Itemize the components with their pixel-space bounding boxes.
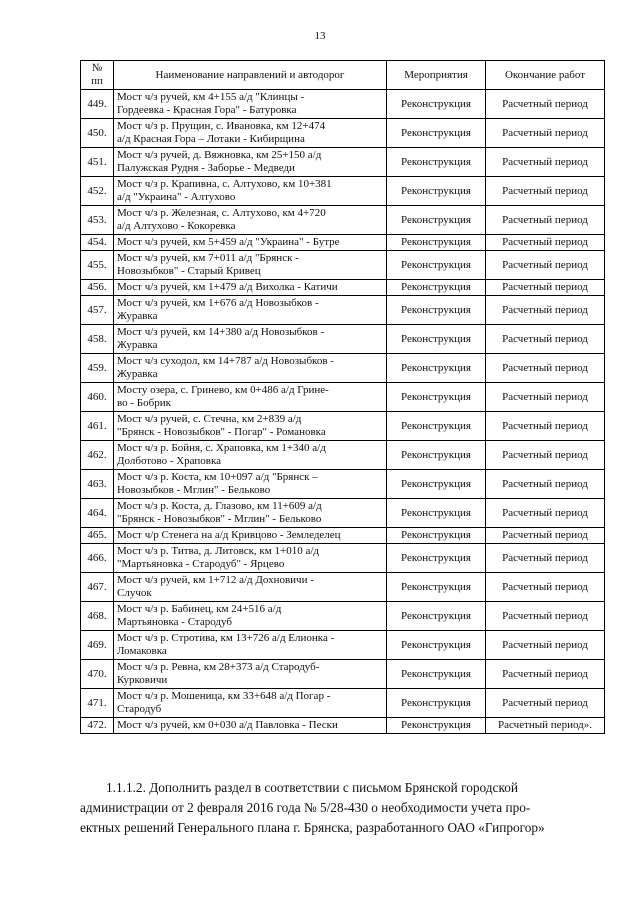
row-number: 458.	[81, 325, 114, 354]
row-name-line: "Мартьяновка - Стародуб" - Ярцево	[117, 558, 285, 570]
row-number: 449.	[81, 90, 114, 119]
row-name-line: Мост ч/з ручей, км 1+676 а/д Новозыбков -	[117, 297, 319, 309]
row-name-line: Мост ч/з р. Бойня, с. Храповка, км 1+340 а/д	[117, 442, 326, 454]
row-name	[114, 499, 387, 528]
row-activity: Реконструкция	[387, 280, 486, 296]
row-end: Расчетный период	[486, 470, 605, 499]
row-name	[114, 689, 387, 718]
row-activity: Реконструкция	[387, 470, 486, 499]
row-name-line: Мост ч/з ручей, км 0+030 а/д Павловка - Пески	[117, 719, 338, 731]
row-name-line: а/д "Украина" - Алтухово	[117, 191, 236, 203]
row-name	[114, 660, 387, 689]
table-row	[81, 689, 605, 718]
row-end: Расчетный период	[486, 441, 605, 470]
row-name	[114, 528, 387, 544]
row-end: Расчетный период	[486, 177, 605, 206]
row-name	[114, 280, 387, 296]
row-end: Расчетный период	[486, 251, 605, 280]
row-name	[114, 325, 387, 354]
row-end: Расчетный период	[486, 573, 605, 602]
row-name	[114, 251, 387, 280]
row-name	[114, 412, 387, 441]
row-end: Расчетный период	[486, 383, 605, 412]
row-number: 467.	[81, 573, 114, 602]
row-activity: Реконструкция	[387, 251, 486, 280]
row-end: Расчетный период	[486, 148, 605, 177]
table-row	[81, 148, 605, 177]
row-number: 470.	[81, 660, 114, 689]
row-activity: Реконструкция	[387, 235, 486, 251]
table-header-row	[81, 61, 605, 90]
row-end: Расчетный период	[486, 90, 605, 119]
table-row	[81, 296, 605, 325]
row-name-line: Журавка	[117, 368, 158, 380]
table-row	[81, 573, 605, 602]
row-name-line: Новозыбков - Мглин" - Бельково	[117, 484, 271, 496]
page-number: 13	[314, 30, 326, 42]
row-activity: Реконструкция	[387, 602, 486, 631]
row-name-line: Мост ч/з суходол, км 14+787 а/д Новозыбков -	[117, 355, 334, 367]
row-number: 466.	[81, 544, 114, 573]
row-number: 460.	[81, 383, 114, 412]
row-name-line: во - Бобрик	[117, 397, 171, 409]
row-name	[114, 441, 387, 470]
row-activity: Реконструкция	[387, 499, 486, 528]
row-activity: Реконструкция	[387, 631, 486, 660]
row-name-line: Палужская Рудня - Заборье - Медведи	[117, 162, 295, 174]
row-number: 469.	[81, 631, 114, 660]
row-name-line: Мост ч/з р. Мошеница, км 33+648 а/д Погар -	[117, 690, 331, 702]
row-name-line: а/д Красная Гора – Лотаки - Кибирщина	[117, 133, 305, 145]
table-row	[81, 177, 605, 206]
row-name-line: Мост ч/з ручей, с. Стечна, км 2+839 а/д	[117, 413, 302, 425]
row-name	[114, 206, 387, 235]
row-name-line: Мост ч/з р. Коста, км 10+097 а/д "Брянск –	[117, 471, 318, 483]
row-number: 462.	[81, 441, 114, 470]
header-end: Окончание работ	[486, 61, 605, 90]
row-activity: Реконструкция	[387, 383, 486, 412]
table-row	[81, 412, 605, 441]
row-end: Расчетный период	[486, 235, 605, 251]
row-activity: Реконструкция	[387, 441, 486, 470]
row-name	[114, 354, 387, 383]
row-name-line: "Брянск - Новозыбков" - Мглин" - Бельково	[117, 513, 322, 525]
row-name-line: Мост ч/з р. Крапивна, с. Алтухово, км 10+381	[117, 178, 332, 190]
row-end: Расчетный период	[486, 528, 605, 544]
row-activity: Реконструкция	[387, 544, 486, 573]
header-number-abbr: пп	[91, 75, 103, 87]
row-name	[114, 573, 387, 602]
table-body	[81, 90, 605, 734]
row-name	[114, 177, 387, 206]
row-number: 450.	[81, 119, 114, 148]
row-activity: Реконструкция	[387, 528, 486, 544]
header-name: Наименование направлений и автодорог	[114, 61, 387, 90]
table-row	[81, 718, 605, 734]
body-paragraph	[80, 778, 606, 838]
table-row	[81, 544, 605, 573]
table-row	[81, 235, 605, 251]
row-name-line: Мост ч/з р. Прущин, с. Ивановка, км 12+474	[117, 120, 326, 132]
table-row	[81, 499, 605, 528]
row-number: 453.	[81, 206, 114, 235]
table-row	[81, 383, 605, 412]
row-name-line: Случок	[117, 587, 152, 599]
row-number: 459.	[81, 354, 114, 383]
row-name	[114, 470, 387, 499]
row-name-line: Мост ч/з ручей, км 7+011 а/д "Брянск -	[117, 252, 299, 264]
row-end: Расчетный период».	[486, 718, 605, 734]
row-name-line: Гордеевка - Красная Гора" - Батуровка	[117, 104, 297, 116]
row-name-line: Мост ч/р Стенега на а/д Кривцово - Земледелец	[117, 529, 341, 541]
row-number: 456.	[81, 280, 114, 296]
table-row	[81, 470, 605, 499]
table-row	[81, 602, 605, 631]
row-name-line: "Брянск - Новозыбков" - Погар" - Романовка	[117, 426, 326, 438]
row-name-line: Мост ч/з ручей, д. Вяжновка, км 25+150 а/д	[117, 149, 322, 161]
row-end: Расчетный период	[486, 119, 605, 148]
row-name-line: Курковичи	[117, 674, 168, 686]
table-row	[81, 280, 605, 296]
row-name	[114, 602, 387, 631]
row-activity: Реконструкция	[387, 119, 486, 148]
row-name-line: Мост ч/з ручей, км 1+479 а/д Вихолка - Катичи	[117, 281, 338, 293]
row-name-line: Мост ч/з р. Титва, д. Литовск, км 1+010 а/д	[117, 545, 319, 557]
row-activity: Реконструкция	[387, 718, 486, 734]
row-name-line: Ломаковка	[117, 645, 167, 657]
row-number: 472.	[81, 718, 114, 734]
paragraph-line: 1.1.1.2. Дополнить раздел в соответствии с письмом Брянской городской	[106, 780, 519, 795]
row-activity: Реконструкция	[387, 689, 486, 718]
row-name	[114, 631, 387, 660]
row-name	[114, 296, 387, 325]
table-row	[81, 206, 605, 235]
row-name-line: Долботово - Храповка	[117, 455, 222, 467]
row-name	[114, 90, 387, 119]
row-number: 452.	[81, 177, 114, 206]
row-activity: Реконструкция	[387, 660, 486, 689]
row-activity: Реконструкция	[387, 177, 486, 206]
row-name-line: Мост ч/з р. Железная, с. Алтухово, км 4+720	[117, 207, 326, 219]
row-number: 464.	[81, 499, 114, 528]
table-row	[81, 90, 605, 119]
row-name	[114, 383, 387, 412]
row-activity: Реконструкция	[387, 206, 486, 235]
row-name	[114, 148, 387, 177]
row-name-line: Мост ч/з р. Коста, д. Глазово, км 11+609 а/д	[117, 500, 322, 512]
row-number: 457.	[81, 296, 114, 325]
row-end: Расчетный период	[486, 412, 605, 441]
row-end: Расчетный период	[486, 280, 605, 296]
table-row	[81, 631, 605, 660]
row-name	[114, 235, 387, 251]
row-activity: Реконструкция	[387, 573, 486, 602]
paragraph-line: ектных решений Генерального плана г. Брянска, разработанного ОАО «Гипрогор»	[80, 820, 545, 835]
row-name-line: Журавка	[117, 310, 158, 322]
row-number: 465.	[81, 528, 114, 544]
bridges-table	[80, 60, 605, 734]
row-name	[114, 119, 387, 148]
table-row	[81, 325, 605, 354]
header-activity: Мероприятия	[387, 61, 486, 90]
row-end: Расчетный период	[486, 631, 605, 660]
row-activity: Реконструкция	[387, 148, 486, 177]
row-number: 455.	[81, 251, 114, 280]
row-name-line: а/д Алтухово - Кокоревка	[117, 220, 236, 232]
row-name-line: Мост ч/з ручей, км 14+380 а/д Новозыбков -	[117, 326, 325, 338]
row-end: Расчетный период	[486, 499, 605, 528]
row-activity: Реконструкция	[387, 296, 486, 325]
row-end: Расчетный период	[486, 660, 605, 689]
paragraph-line: администрации от 2 февраля 2016 года № 5/28-430 о необходимости учета про-	[80, 800, 531, 815]
row-name-line: Мост ч/з ручей, км 5+459 а/д "Украина" - Бутре	[117, 236, 340, 248]
row-name-line: Новозыбков" - Старый Кривец	[117, 265, 261, 277]
table-row	[81, 441, 605, 470]
table-row	[81, 119, 605, 148]
row-activity: Реконструкция	[387, 90, 486, 119]
row-number: 451.	[81, 148, 114, 177]
row-end: Расчетный период	[486, 354, 605, 383]
row-number: 461.	[81, 412, 114, 441]
row-name-line: Мост ч/з р. Ревна, км 28+373 а/д Стародуб-	[117, 661, 320, 673]
table-row	[81, 660, 605, 689]
header-number	[81, 61, 114, 90]
row-name	[114, 718, 387, 734]
row-activity: Реконструкция	[387, 325, 486, 354]
row-number: 468.	[81, 602, 114, 631]
row-activity: Реконструкция	[387, 412, 486, 441]
row-name-line: Мост ч/з ручей, км 1+712 а/д Дохновичи -	[117, 574, 314, 586]
row-end: Расчетный период	[486, 325, 605, 354]
row-name-line: Мартьяновка - Стародуб	[117, 616, 232, 628]
table-row	[81, 354, 605, 383]
table-row	[81, 251, 605, 280]
row-end: Расчетный период	[486, 689, 605, 718]
row-end: Расчетный период	[486, 602, 605, 631]
row-activity: Реконструкция	[387, 354, 486, 383]
row-name-line: Мост ч/з р. Стротива, км 13+726 а/д Елионка -	[117, 632, 335, 644]
row-end: Расчетный период	[486, 544, 605, 573]
header-number-sign: №	[91, 62, 103, 74]
row-number: 471.	[81, 689, 114, 718]
row-name-line: Журавка	[117, 339, 158, 351]
row-name-line: Мосту озера, с. Гринево, км 0+486 а/д Грине-	[117, 384, 329, 396]
row-name	[114, 544, 387, 573]
row-end: Расчетный период	[486, 206, 605, 235]
row-name-line: Мост ч/з ручей, км 4+155 а/д "Клинцы -	[117, 91, 305, 103]
row-name-line: Стародуб	[117, 703, 162, 715]
row-end: Расчетный период	[486, 296, 605, 325]
row-number: 454.	[81, 235, 114, 251]
row-number: 463.	[81, 470, 114, 499]
row-name-line: Мост ч/з р. Бабинец, км 24+516 а/д	[117, 603, 282, 615]
table-row	[81, 528, 605, 544]
